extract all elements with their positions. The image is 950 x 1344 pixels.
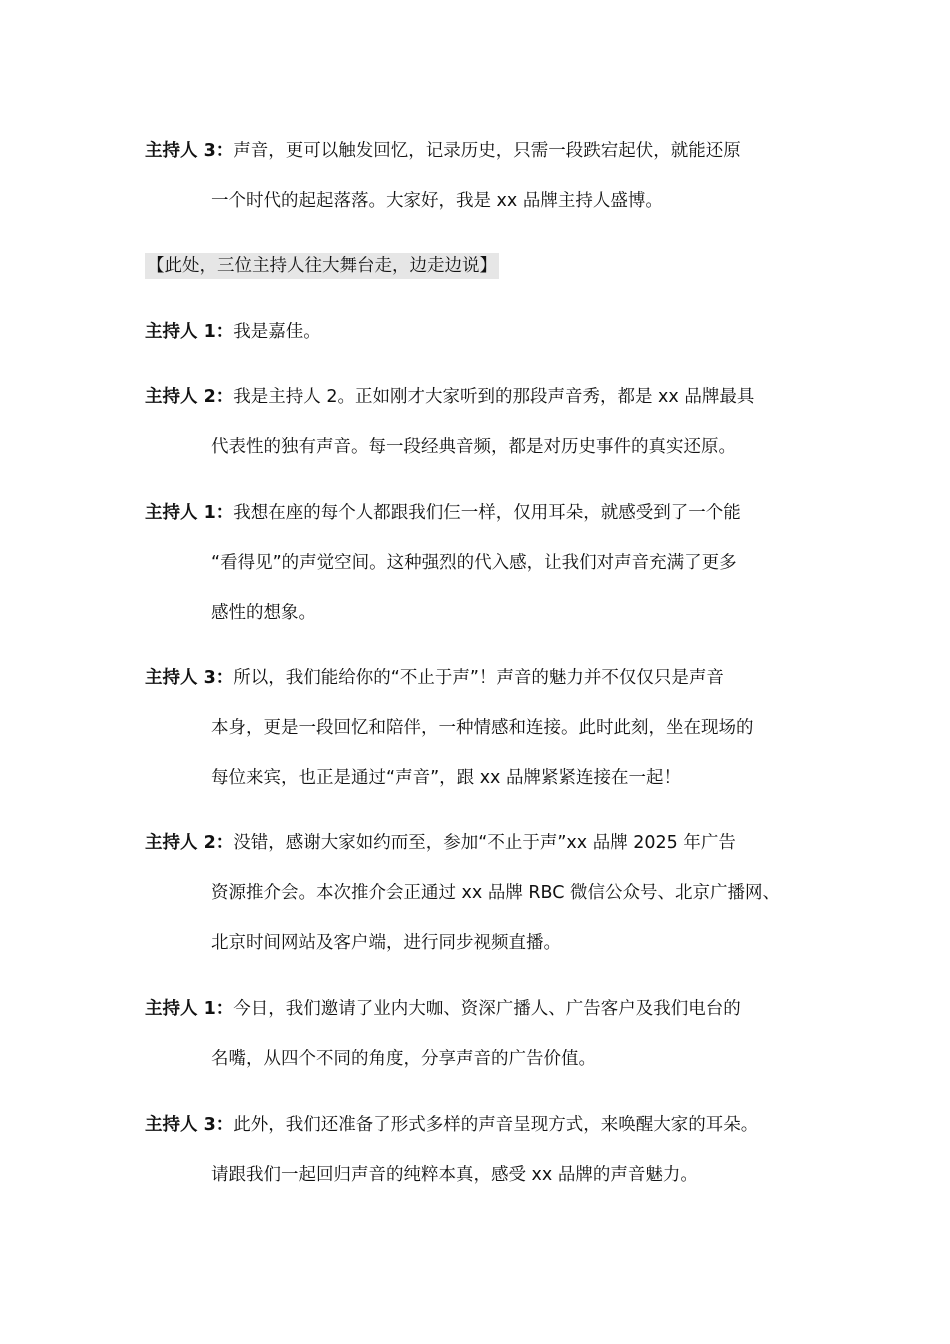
speaker-label: 主持人 1： <box>145 503 234 523</box>
dialogue-text: 我是嘉佳。 <box>233 322 321 342</box>
dialogue-text: 代表性的独有声音。每一段经典音频，都是对历史事件的真实还原。 <box>211 437 736 457</box>
dialogue-text: 本身，更是一段回忆和陪伴，一种情感和连接。此时此刻，坐在现场的 <box>211 718 754 738</box>
speaker-label: 主持人 3： <box>145 1115 234 1135</box>
dialogue-text: 资源推介会。本次推介会正通过 xx 品牌 RBC 微信公众号、北京广播网、 <box>211 883 781 903</box>
dialogue-host3-charm <box>145 653 820 803</box>
dialogue-host2-sound-show <box>145 372 820 472</box>
dialogue-text: 感性的想象。 <box>211 603 316 623</box>
dialogue-text: 一个时代的起起落落。大家好，我是 xx 品牌主持人盛博。 <box>211 191 663 211</box>
speaker-label: 主持人 3： <box>145 668 234 688</box>
speaker-label: 主持人 1： <box>145 322 234 342</box>
dialogue-host1-guests <box>145 984 820 1084</box>
dialogue-text: 此外，我们还准备了形式多样的声音呈现方式，来唤醒大家的耳朵。 <box>233 1115 759 1135</box>
dialogue-text: “看得见”的声觉空间。这种强烈的代入感，让我们对声音充满了更多 <box>211 553 737 573</box>
dialogue-host2-welcome <box>145 818 820 968</box>
dialogue-text: 没错，感谢大家如约而至，参加“不止于声”xx 品牌 2025 年广告 <box>233 833 736 853</box>
dialogue-host1-name <box>145 307 820 357</box>
stage-direction <box>145 253 820 279</box>
speaker-label: 主持人 3： <box>145 141 234 161</box>
dialogue-text: 名嘴，从四个不同的角度，分享声音的广告价值。 <box>211 1049 596 1069</box>
dialogue-host3-intro <box>145 126 820 226</box>
dialogue-text: 声音，更可以触发回忆，记录历史，只需一段跌宕起伏，就能还原 <box>233 141 741 161</box>
dialogue-text: 我想在座的每个人都跟我们仨一样，仅用耳朵，就感受到了一个能 <box>233 503 741 523</box>
dialogue-text: 今日，我们邀请了业内大咖、资深广播人、广告客户及我们电台的 <box>233 999 741 1019</box>
stage-direction-text: 【此处，三位主持人往大舞台走，边走边说】 <box>145 253 499 279</box>
dialogue-text: 每位来宾，也正是通过“声音”，跟 xx 品牌紧紧连接在一起！ <box>211 768 681 788</box>
dialogue-host1-audio-space <box>145 488 820 638</box>
dialogue-text: 北京时间网站及客户端，进行同步视频直播。 <box>211 933 561 953</box>
speaker-label: 主持人 1： <box>145 999 234 1019</box>
speaker-label: 主持人 2： <box>145 833 234 853</box>
dialogue-text: 请跟我们一起回归声音的纯粹本真，感受 xx 品牌的声音魅力。 <box>211 1165 698 1185</box>
dialogue-text: 我是主持人 2。正如刚才大家听到的那段声音秀，都是 xx 品牌最具 <box>233 387 755 407</box>
speaker-label: 主持人 2： <box>145 387 234 407</box>
dialogue-host3-closing <box>145 1100 820 1200</box>
dialogue-text: 所以，我们能给你的“不止于声”！声音的魅力并不仅仅只是声音 <box>233 668 724 688</box>
